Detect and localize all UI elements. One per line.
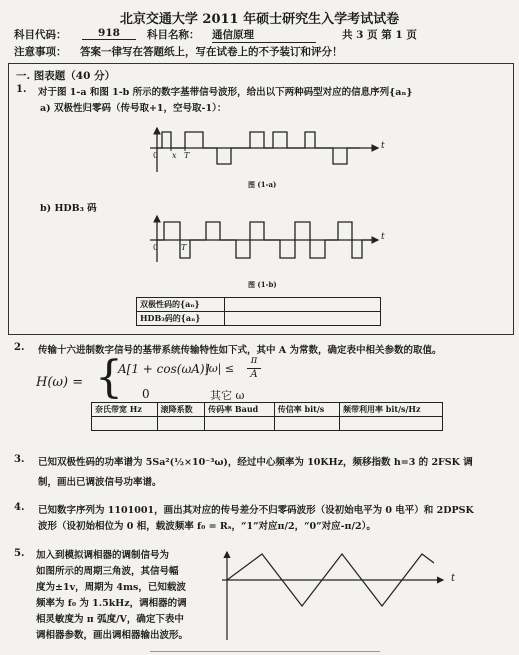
q1-row-label-hdb3: HDB₃码的{aₙ} bbox=[137, 312, 225, 326]
section-1-heading: 一. 图表题（40 分） bbox=[16, 70, 116, 82]
formula-case-1-expr: A[1 + cos(ωA)] bbox=[118, 362, 210, 376]
question-3-line-2: 制，画出已调波信号功率谱。 bbox=[38, 477, 162, 488]
q2-header-cell: 滚降系数 bbox=[157, 403, 205, 417]
formula-lhs: H(ω) = bbox=[36, 375, 84, 390]
q2-header-cell: 频带利用率 bit/s/Hz bbox=[339, 403, 442, 417]
triangle-wave-t-label: t bbox=[451, 573, 456, 584]
question-1b-text: b) HDB₃ 码 bbox=[40, 203, 97, 214]
subject-name-label: 科目名称： bbox=[147, 29, 200, 41]
q2-header-cell: 传码率 Baud bbox=[205, 403, 275, 417]
notice-text: 答案一律写在答题纸上，写在试卷上的不予装订和评分！ bbox=[80, 46, 343, 58]
question-1-text: 对于图 1-a 和图 1-b 所示的数字基带信号波形，给出以下两种码型对应的信息序列{aₙ} bbox=[38, 87, 413, 98]
fig1a-tick-zero: 0 bbox=[153, 151, 159, 160]
fig1a-tick-T: T bbox=[184, 151, 190, 160]
page-count: 共 3 页 第 1 页 bbox=[342, 29, 417, 41]
formula-frac-num: π bbox=[250, 355, 258, 366]
fig1b-tick-T: T bbox=[181, 243, 187, 252]
question-4-line-1: 已知数字序列为 1101001，画出其对应的传号差分不归零码波形（设初始电平为 0 电平）和 2DPSK bbox=[38, 505, 474, 516]
question-1a-text: a) 双极性归零码（传号取+1，空号取-1）： bbox=[40, 103, 227, 114]
question-5-line: 调相器参数，画出调相器输出波形。 bbox=[36, 630, 189, 641]
subject-name-value: 通信原理 bbox=[212, 27, 316, 43]
question-5-line: 度为±1v，周期为 4ms，已知载波 bbox=[36, 582, 186, 593]
fig1a-caption: 图 (1-a) bbox=[248, 180, 277, 189]
question-3-line-1: 已知双极性码的功率谱为 5Sa²(½×10⁻³ω)，经过中心频率为 10KHz，频移指数 h=3 的 2FSK 调 bbox=[38, 457, 473, 468]
question-4-line-2: 波形（设初始相位为 0 相，载波频率 f₀ = Rₛ，“1”对应π/2，“0”对应-π/2）。 bbox=[38, 521, 376, 532]
question-5-line: 频率为 f₀ 为 1.5kHz，调相器的调 bbox=[36, 598, 187, 609]
question-4-number: 4. bbox=[14, 502, 25, 513]
formula-brace: { bbox=[95, 352, 123, 403]
subject-code-value: 918 bbox=[82, 27, 136, 40]
fig1b-tick-zero: 0 bbox=[153, 243, 159, 252]
question-5-line: 如图所示的周期三角波，其信号幅 bbox=[36, 566, 179, 577]
question-3-number: 3. bbox=[14, 454, 25, 465]
question-2-text: 传输十六进制数字信号的基带系统传输特性如下式，其中 A 为常数，确定表中相关参数的取值。 bbox=[38, 345, 442, 356]
formula-case-2-expr: 0 bbox=[142, 387, 150, 401]
question-5-number: 5. bbox=[14, 548, 25, 559]
notice-label: 注意事项： bbox=[14, 46, 67, 58]
subject-code-label: 科目代码： bbox=[14, 29, 67, 41]
bottom-rule bbox=[150, 651, 380, 652]
formula-frac-den: A bbox=[250, 369, 258, 380]
question-5-line: 加入到模拟调相器的调制信号为 bbox=[36, 550, 170, 561]
fig1a-tick-x: x bbox=[172, 151, 177, 160]
fig1a-t-label: t bbox=[381, 141, 385, 151]
page-title: 北京交通大学 2011 年硕士研究生入学考试试卷 bbox=[119, 12, 400, 27]
formula-case-1-cond: |ω| ≤ bbox=[205, 362, 235, 375]
question-1-number: 1. bbox=[16, 84, 27, 95]
q1-row-label-bipolar: 双极性码的{aₙ} bbox=[137, 298, 225, 312]
question-2-number: 2. bbox=[14, 342, 25, 353]
q2-header-cell: 传信率 bit/s bbox=[274, 403, 339, 417]
question-5-line: 相灵敏度为 π 弧度/V，确定下表中 bbox=[36, 614, 184, 625]
fig1b-caption: 图 (1-b) bbox=[248, 280, 277, 289]
formula-case-2-cond: 其它 ω bbox=[210, 389, 245, 402]
fig1b-t-label: t bbox=[381, 232, 385, 242]
q2-header-cell: 奈氏带宽 Hz bbox=[92, 403, 158, 417]
